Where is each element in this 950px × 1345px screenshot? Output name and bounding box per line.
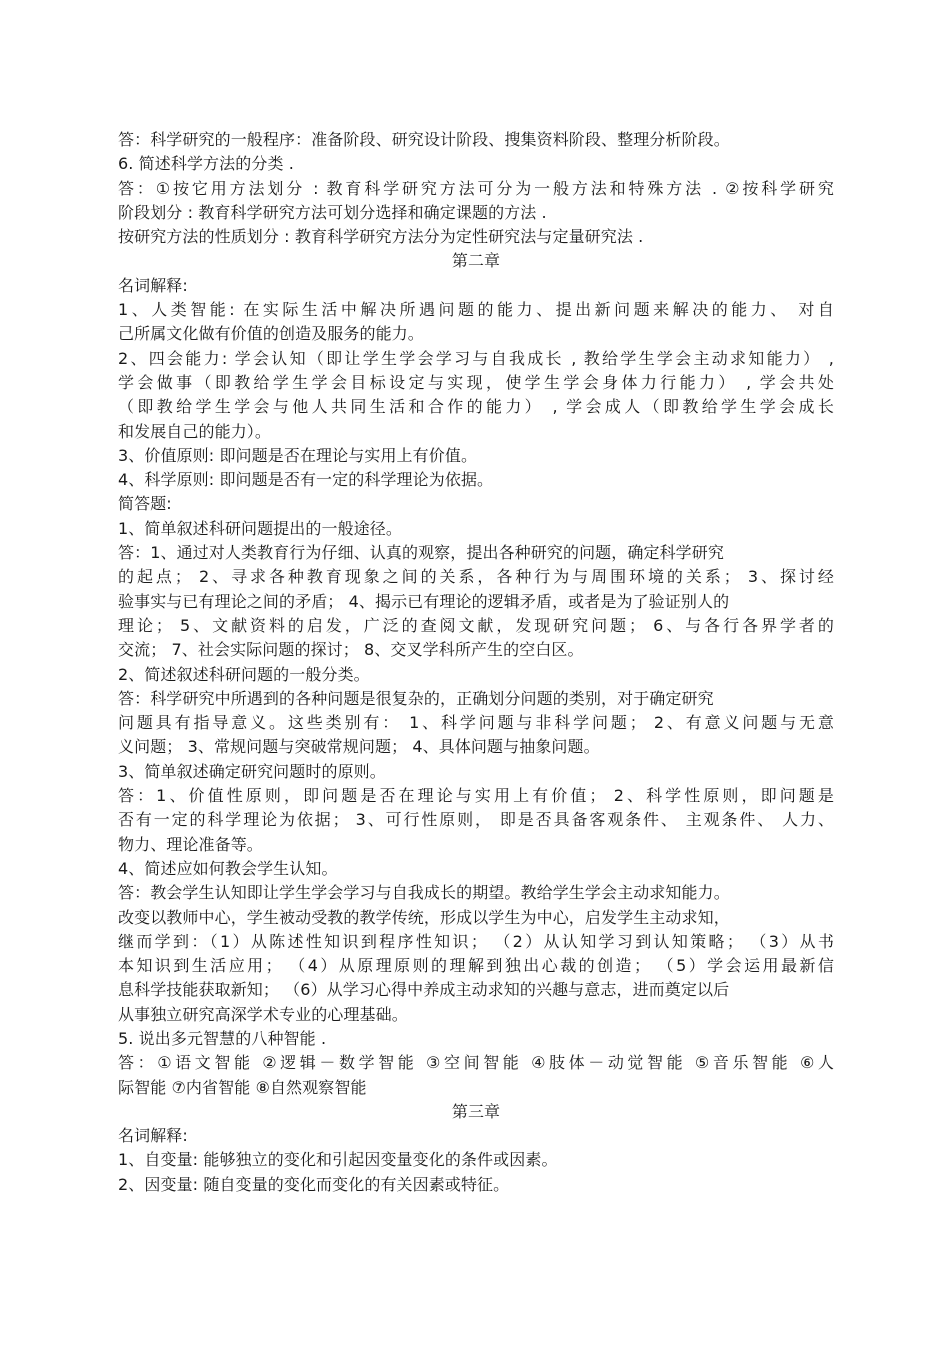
- text-line: 继而学到：（1）从陈述性知识到程序性知识； （2）从认知学习到认知策略； （3）从书: [118, 931, 834, 951]
- chapter-heading: 第二章: [451, 251, 501, 271]
- text-line: 1、简单叙述科研问题提出的一般途径。: [118, 518, 402, 538]
- text-line: 际智能 ⑦内省智能 ⑧自然观察智能: [118, 1077, 367, 1097]
- text-line: 按研究方法的性质划分 : 教育科学研究方法分为定性研究法与定量研究法 .: [118, 227, 644, 247]
- text-line: 己所属文化做有价值的创造及服务的能力。: [118, 324, 424, 344]
- text-line: 和发展自己的能力）。: [118, 421, 272, 441]
- text-line: （即教给学生学会与他人共同生活和合作的能力） , 学会成人（即教给学生学会成长: [118, 397, 834, 417]
- text-line: 1、自变量: 能够独立的变化和引起因变量变化的条件或因素。: [118, 1150, 558, 1170]
- text-line: 息科学技能获取新知； （6）从学习心得中养成主动求知的兴趣与意志，进而奠定以后: [118, 980, 730, 1000]
- text-line: 义问题； 3、常规问题与突破常规问题； 4、具体问题与抽象问题。: [118, 737, 600, 757]
- text-line: 从事独立研究高深学术专业的心理基础。: [118, 1004, 408, 1024]
- text-line: 答：科学研究中所遇到的各种问题是很复杂的，正确划分问题的类别，对于确定研究: [118, 688, 714, 708]
- text-line: 否有一定的科学理论为依据； 3、可行性原则， 即是否具备客观条件、 主观条件、 人力、: [118, 810, 834, 830]
- text-line: 答：教会学生认知即让学生学会学习与自我成长的期望。教给学生学会主动求知能力。: [118, 883, 730, 903]
- text-line: 2、因变量: 随自变量的变化而变化的有关因素或特征。: [118, 1174, 510, 1194]
- text-line: 答：1、价值性原则，即问题是否在理论与实用上有价值； 2、科学性原则，即问题是: [118, 786, 834, 806]
- text-line: 3、价值原则: 即问题是否在理论与实用上有价值。: [118, 445, 478, 465]
- text-line: 答：科学研究的一般程序：准备阶段、研究设计阶段、搜集资料阶段、整理分析阶段。: [118, 130, 730, 149]
- text-line: 答：1、通过对人类教育行为仔细、认真的观察，提出各种研究的问题，确定科学研究: [118, 543, 724, 563]
- text-line: 答：①语文智能 ②逻辑－数学智能 ③空间智能 ④肢体－动觉智能 ⑤音乐智能 ⑥人: [118, 1053, 834, 1073]
- document-body: [118, 128, 834, 1197]
- text-line: 5. 说出多元智慧的八种智能 .: [118, 1028, 327, 1048]
- text-line: 4、简述应如何教会学生认知。: [118, 858, 338, 878]
- text-line: 物力、理论准备等。: [118, 834, 263, 854]
- text-line: 学会做事（即教给学生学会目标设定与实现，使学生学会身体力行能力） , 学会共处: [118, 372, 834, 392]
- text-line: 答：①按它用方法划分 : 教育科学研究方法可分为一般方法和特殊方法 . ②按科学研究: [118, 178, 834, 198]
- text-line: 问题具有指导意义。这些类别有： 1、科学问题与非科学问题； 2、有意义问题与无意: [118, 713, 834, 733]
- text-line: 改变以教师中心，学生被动受教的教学传统，形成以学生为中心，启发学生主动求知，: [118, 907, 730, 927]
- text-line: 阶段划分 : 教育科学研究方法可划分选择和确定课题的方法 .: [118, 202, 547, 222]
- text-line: 6. 简述科学方法的分类 .: [118, 154, 294, 174]
- text-line: 名词解释:: [118, 1126, 188, 1146]
- text-line: 理论； 5、文献资料的启发，广泛的查阅文献，发现研究问题； 6、与各行各界学者的: [118, 615, 834, 635]
- text-line: 1、人类智能: 在实际生活中解决所遇问题的能力、提出新问题来解决的能力、 对自: [118, 300, 834, 320]
- document-page: [118, 128, 834, 1197]
- text-line: 的起点； 2、寻求各种教育现象之间的关系，各种行为与周围环境的关系； 3、探讨经: [118, 567, 834, 587]
- text-line: 2、四会能力: 学会认知（即让学生学会学习与自我成长 , 教给学生学会主动求知能力） ,: [118, 348, 834, 368]
- text-line: 名词解释:: [118, 275, 188, 295]
- text-line: 2、简述叙述科研问题的一般分类。: [118, 664, 370, 684]
- text-line: 验事实与已有理论之间的矛盾； 4、揭示已有理论的逻辑矛盾，或者是为了验证别人的: [118, 591, 730, 611]
- text-line: 4、科学原则: 即问题是否有一定的科学理论为依据。: [118, 470, 494, 490]
- text-line: 本知识到生活应用； （4）从原理原则的理解到独出心裁的创造； （5）学会运用最新信: [118, 956, 834, 976]
- text-line: 交流； 7、社会实际问题的探讨； 8、交叉学科所产生的空白区。: [118, 640, 584, 660]
- text-line: 3、简单叙述确定研究问题时的原则。: [118, 761, 386, 781]
- chapter-heading: 第三章: [451, 1101, 501, 1121]
- text-line: 简答题:: [118, 494, 172, 514]
